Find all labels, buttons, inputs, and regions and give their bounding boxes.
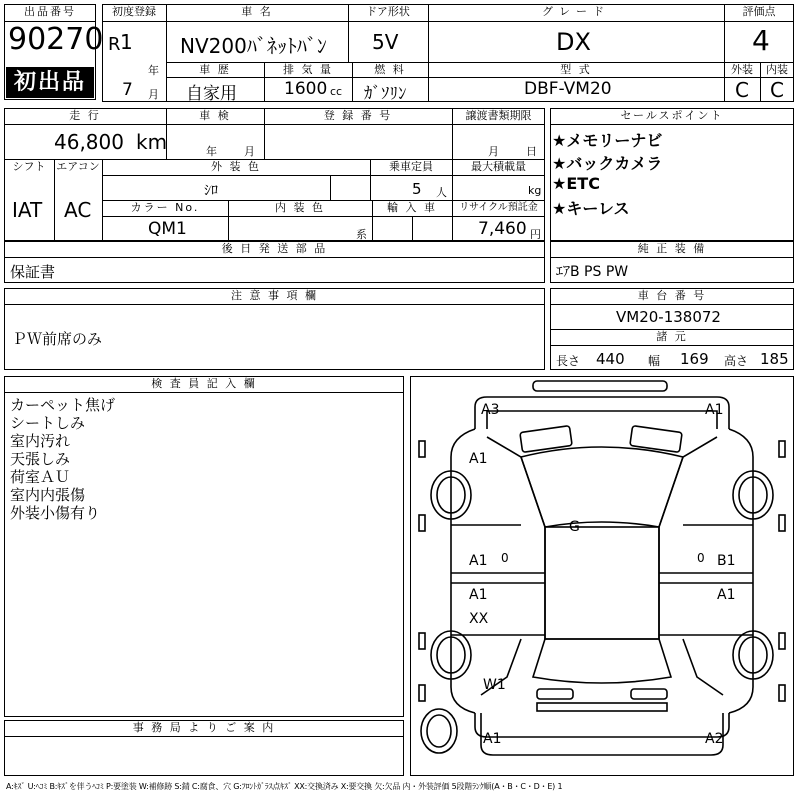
damage-mark: A3 [481, 402, 500, 418]
damage-mark: G [569, 519, 580, 535]
transfer-month-unit: 月 [488, 145, 499, 158]
damage-mark: A1 [469, 553, 488, 569]
reg-no-label: 登 録 番 号 [323, 109, 393, 122]
shift: IAT [12, 198, 43, 222]
mileage: 46,800 [54, 130, 124, 154]
ext-color-label: 外 装 色 [211, 160, 261, 173]
inspector-line: 外装小傷有り [10, 504, 101, 522]
car-outline-diagram [411, 377, 793, 775]
max-load-unit: kg [528, 184, 542, 197]
damage-mark: A1 [469, 587, 488, 603]
chassis-label: 車 台 番 号 [637, 289, 707, 302]
damage-mark: W1 [483, 677, 506, 693]
dims-label: 諸 元 [656, 330, 688, 343]
office-label: 事 務 局 よ り ご 案 内 [132, 721, 276, 734]
genuine-equipment-label: 純 正 装 備 [637, 242, 707, 255]
sales-points-label: セールスポイント [620, 109, 724, 122]
sales-point-item: ★バックカメラ [552, 154, 663, 173]
inspection-year-unit: 年 [206, 145, 217, 158]
inspector-line: カーペット焦げ [10, 396, 116, 414]
damage-diagram [410, 376, 794, 776]
genuine-equipment: ｴｱB PS PW [556, 264, 629, 280]
score: 4 [752, 24, 770, 57]
recycle-label: リサイクル預託金 [459, 202, 538, 213]
length: 440 [596, 350, 625, 368]
mileage-unit: km [136, 130, 168, 154]
transfer-label: 譲渡書類期限 [465, 109, 532, 122]
inspector-label: 検 査 員 記 入 欄 [151, 377, 257, 390]
fuel: ｶﾞｿﾘﾝ [364, 84, 407, 104]
displacement-label: 排 気 量 [283, 63, 333, 76]
max-load-label: 最大積載量 [471, 160, 526, 173]
inspector-line: 室内汚れ [10, 432, 71, 450]
first-reg-year: 1 [120, 30, 133, 54]
height: 185 [760, 350, 789, 368]
inspection-month-unit: 月 [244, 145, 255, 158]
recycle: 7,460 [478, 219, 527, 239]
grade: DX [556, 28, 591, 56]
damage-mark: 0 [697, 551, 705, 565]
width-label: 幅 [648, 354, 661, 368]
inspection-label: 車 検 [199, 109, 231, 122]
mileage-label: 走 行 [69, 109, 101, 122]
damage-mark: A1 [717, 587, 736, 603]
notes-label: 注 意 事 項 欄 [231, 289, 318, 302]
transfer-day-unit: 日 [526, 145, 537, 158]
displacement: 1600 [284, 79, 328, 99]
interior-label: 内装 [766, 63, 788, 76]
sales-point-item: ★キーレス [552, 199, 630, 218]
length-label: 長さ [556, 354, 581, 368]
legend: A:ｷｽﾞ U:ﾍｺﾐ B:ｷｽﾞを伴うﾍｺﾐ P:要塗装 W:補修跡 S:錆 C:腐食、穴 G:ﾌﾛﾝﾄｶﾞﾗｽ点ｷｽﾞ XX:交換済み X:要交換 欠:欠品 内・外装評価 5段階ﾗﾝｸ順(A・B・C・D・E) 1 [6, 782, 563, 791]
displacement-unit: cc [330, 85, 343, 98]
history-label: 車 歴 [199, 63, 231, 76]
score-label: 評価点 [742, 5, 776, 18]
later-parts: 保証書 [10, 263, 56, 281]
car-name: NV200ﾊﾞﾈｯﾄﾊﾞﾝ [180, 34, 327, 58]
door-type: 5V [372, 30, 399, 54]
int-color-label: 内 装 色 [275, 201, 325, 214]
exterior-grade: C [735, 78, 749, 102]
model-label: 型 式 [560, 63, 592, 76]
color-no: QM1 [148, 219, 187, 239]
ext-color: ｼﾛ [204, 183, 218, 199]
damage-mark: A1 [483, 731, 502, 747]
damage-mark: B1 [717, 553, 736, 569]
inspector-line: 室内内張傷 [10, 486, 86, 504]
inspector-line: シートしみ [10, 414, 86, 432]
inspector-line: 天張しみ [10, 450, 71, 468]
damage-mark: A1 [705, 402, 724, 418]
sales-point-item: ★ETC [552, 174, 600, 193]
int-color-unit: 系 [356, 228, 367, 241]
era: R [108, 34, 121, 55]
damage-mark: A1 [469, 451, 488, 467]
sales-point-item: ★メモリーナビ [552, 131, 663, 150]
chassis-number: VM20-138072 [616, 308, 721, 326]
car-name-label: 車 名 [241, 5, 273, 18]
lot-number-label: 出品番号 [24, 5, 76, 18]
fuel-label: 燃 料 [374, 63, 406, 76]
import-label: 輸 入 車 [387, 201, 437, 214]
first-listing-badge: 初出品 [6, 67, 94, 98]
year-unit: 年 [148, 64, 159, 77]
inspector-line: 荷室ＡＵ [10, 468, 71, 486]
capacity-label: 乗車定員 [389, 160, 433, 173]
width: 169 [680, 350, 709, 368]
damage-mark: XX [469, 611, 489, 627]
color-no-label: カラー No. [130, 201, 200, 214]
capacity: 5 [412, 180, 422, 198]
height-label: 高さ [724, 354, 749, 368]
ac-label: エアコン [56, 160, 100, 173]
capacity-unit: 人 [436, 186, 447, 199]
damage-mark: A2 [705, 731, 724, 747]
interior-grade: C [770, 78, 784, 102]
first-reg-label: 初度登録 [112, 5, 156, 18]
damage-mark: 0 [501, 551, 509, 565]
lot-number: 90270 [8, 22, 104, 57]
recycle-unit: 円 [530, 228, 541, 241]
model: DBF-VM20 [524, 79, 612, 99]
ac: AC [64, 198, 92, 222]
shift-label: シフト [12, 160, 46, 173]
door-label: ドア形状 [366, 5, 410, 18]
month-unit: 月 [148, 88, 159, 101]
exterior-label: 外装 [731, 63, 753, 76]
later-parts-label: 後 日 発 送 部 品 [221, 242, 328, 255]
grade-label: グレード [542, 5, 610, 18]
history: 自家用 [186, 84, 237, 104]
notes: ＰＷ前席のみ [12, 330, 103, 348]
first-reg-month: 7 [122, 80, 133, 100]
